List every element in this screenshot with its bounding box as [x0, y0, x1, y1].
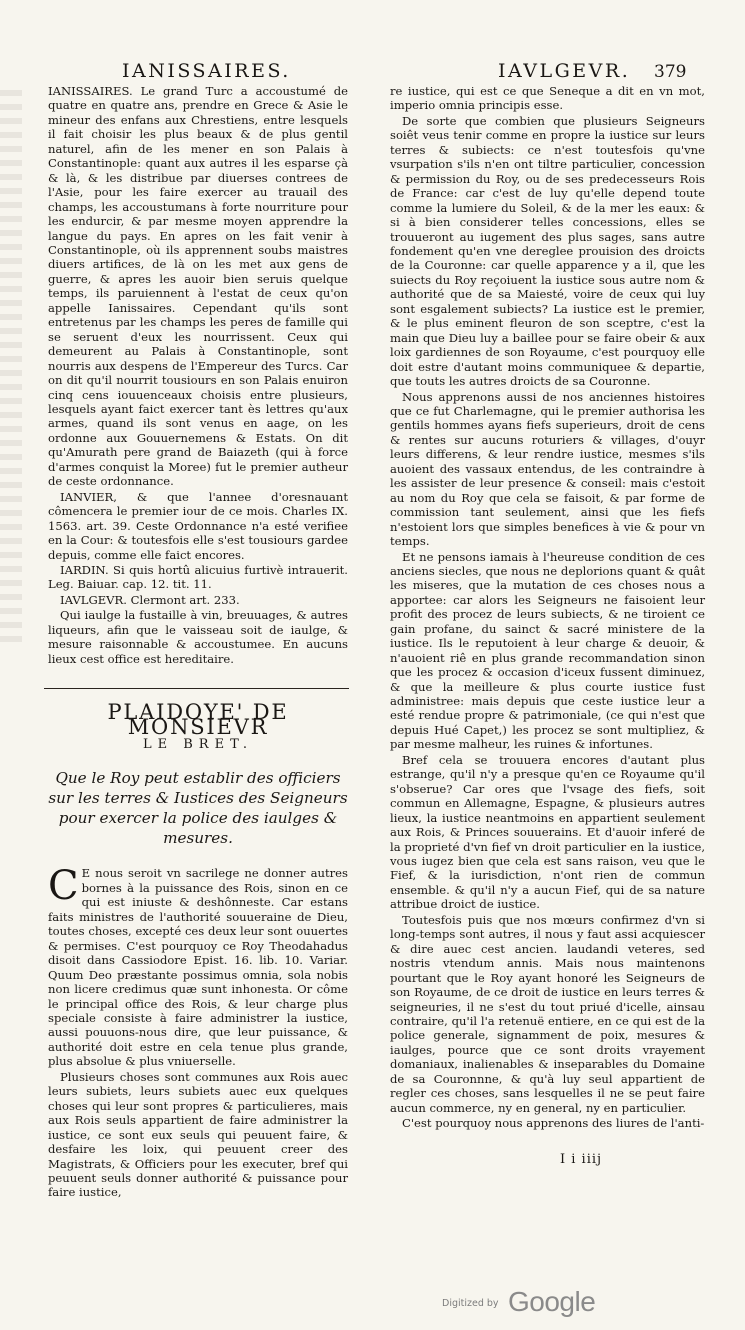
google-watermark	[442, 1286, 642, 1316]
watermark-prefix: Digitized by	[442, 1298, 499, 1309]
plaidoyer-paragraph-2: Plusieurs choses sont communes aux Rois auec leurs subiets, leurs subiets auec eux quelques choses qui leur sont propres & particulieres, mais aux Rois seuls appartient de faire administrer la iustice, ce sont eux seuls qui peuuent faire, & desfaire les loix, qui peuuent creer des Magistrats, & Officiers pour les executer, bref qui peuuent seuls donner authorité & puissance pour faire iustice,	[48, 1069, 348, 1200]
signature-mark: I i iiij	[560, 1152, 603, 1167]
right-paragraph-1: re iustice, qui est ce que Seneque a dit en vn mot, imperio omnia principis esse.	[390, 84, 705, 113]
plaidoyer-paragraph-1-text: E nous seroit vn sacrilege ne donner autres bornes à la puissance des Rois, sinon en ce qui est iniuste & deshônneste. Car estans faits ministres de l'authorité souueraine de Dieu, toutes choses, excepté ces deux leur sont ouuertes & permises. C'est pourquoy ce Roy Theodahadus disoit dans Cassiodore Epist. 16. lib. 10. Variar. Quum Deo præstante possimus omnia, sola nobis non licere credimus quæ sunt inhonesta. Or côme le principal office des Rois, & leur charge plus speciale consiste à faire administrer la iustice, aussi pouuons-nous dire, que leur puissance, & authorité doit estre en cela tenue plus grande, plus absolue & plus vniuerselle.	[48, 866, 348, 1069]
right-paragraph-7: C'est pourquoy nous apprenons des liures de l'anti-	[402, 1116, 705, 1131]
right-paragraph-5: Bref cela se trouuera encores d'autant plus estrange, qu'il n'y a presque qu'en ce Royaume qu'il s'obserue? Car ores que l'vsage des fiefs, soit commun en Allemagne, Espagne, & plusieurs autres lieux, la iustice neantmoins en appartient seulement aux Rois, & Princes souuerains. Et d'auoir inferé de la proprieté d'vn fief vn droit particulier en la iustice, vous iugez bien que cela est sans raison, veu que le Fief, & la iurisdiction, n'ont rien de commun ensemble. & qu'il n'y a aucun Fief, qui de sa nature attribue droict de iustice.	[390, 752, 705, 912]
entry-iavlgevr-definition: Qui iaulge la fustaille à vin, breuuages, & autres liqueurs, afin que le vaisseau soit de iaulge, & mesure raisonnable & accoustumee. En aucuns lieux cest office est hereditaire.	[48, 608, 348, 666]
right-paragraph-2: De sorte que combien que plusieurs Seigneurs soiêt veus tenir comme en propre la iustice sur leurs terres & subiects: ce n'est toutesfois qu'vne vsurpation s'ils n'en ont tiltre particulier, concession & permission du Roy, ou de ses predecesseurs Rois de France: car c'est de luy qu'elle depend toute comme la lumiere du Soleil, & de la mer les eaux: & si à bien considerer telles concessions, elles se trouueront au iugement des plus sages, sans autre fondement qu'en vne dereglee prouision des droicts de la Couronne: car quelle apparence y a il, que les suiects du Roy reçoiuent la iustice sous autre nom & authorité que de sa Maiesté, voire de ceux qui luy sont esgalement subiects? La iustice est le premier, & le plus eminent fleuron de son sceptre, c'est la main que Dieu luy a baillee pour se faire obeir & aux loix gardiennes de son Royaume, c'est pourquoy elle doit estre d'autant moins communiquee & departie, que touts les autres droicts de sa Couronne.	[390, 113, 705, 389]
header-left-title: IANISSAIRES.	[122, 60, 291, 82]
right-paragraph-3: Nous apprenons aussi de nos anciennes histoires que ce fut Charlemagne, qui le premier authorisa les gentils hommes ayans fiefs superieurs, droit de cens & rentes sur aucuns roturiers & villages, d'ouyr leurs differens, & leur rendre iustice, mesmes s'ils auoient des vassaux entendus, de les contraindre à les assister de leur presence & conseil: mais c'estoit au nom du Roy que cela se faisoit, & par forme de commission tant seulement, ainsi que les fiefs n'estoient lors que simples benefices à vie & pour vn temps.	[390, 389, 705, 549]
entry-iardin: IARDIN. Si quis hortû alicuius furtivè intrauerit. Leg. Baiuar. cap. 12. tit. 11.	[48, 562, 348, 592]
plaidoyer-title: PLAIDOYE' DE MONSIEVR	[107, 700, 289, 739]
page-number: 379	[654, 62, 687, 82]
right-paragraph-4: Et ne pensons iamais à l'heureuse condition de ces anciens siecles, que nous ne deplorions quant & quât les miseres, que la mutation de ces choses nous a apportee: car alors les Seigneurs ne faisoient leur profit des procez de leurs subiects, & ne tiroient ce gain profane, du sainct & sacré ministere de la iustice. Ils le reputoient à leur charge & deuoir, & n'auoient riê en plus grande recommandation sinon que les procez & occasion d'iceux fussent diminuez, & que la meilleure & plus courte iustice fust administree: mais depuis que ceste iustice leur a esté rendue propre & patrimoniale, (ce qui n'est que depuis Hué Capet,) les procez se sont multipliez, & par mesme malheur, les ruines & infortunes.	[390, 549, 705, 752]
margin-bleed-through	[0, 90, 22, 650]
entry-ianissaires: IANISSAIRES. Le grand Turc a accoustumé de quatre en quatre ans, prendre en Grece & Asie le mineur des enfans aux Chrestiens, entre lesquels il fait choisir les plus beaux & de plus gentil naturel, afin de les mener en son Palais à Constantinople: quant aux autres il les esparse çà & là, & les distribue par diuerses contrees de l'Asie, pour les faire exercer au trauail des champs, les accoustumans à forte nourriture pour les endurcir, & par mesme moyen apprendre la langue du pays. En apres on les fait venir à Constantinople, où ils apprennent soubs maistres diuers artifices, de là on les met aux gens de guerre, & apres les auoir bien seruis quelque temps, ils paruiennent à l'estat de ceux qu'on appelle Ianissaires. Cependant qu'ils sont entretenus par les champs les peres de famille qui se seruent d'eux les nourrissent. Ceux qui demeurent au Palais à Constantinople, sont nourris aux despens de l'Empereur des Turcs. Car on dit qu'il nourrit tousiours en son Palais enuiron cinq cens iouuenceaux choisis entre plusieurs, lesquels ayant faict exercer tant ès lettres qu'aux armes, quand ils sont venus en aage, on les ordonne aux Gouuernemens & Estats. On dit qu'Amurath pere grand de Baiazeth (qui à force d'armes conquist la Moree) fut le premier autheur de ceste ordonnance.	[48, 84, 348, 489]
section-divider	[44, 688, 349, 689]
right-paragraph-6: Toutesfois puis que nos mœurs confirmez d'vn si long-temps sont autres, il nous y faut assi acquiescer & dire auec cest ancien. laudandi veteres, sed nostris vtendum annis. Mais nous maintenons pourtant que le Roy ayant honoré les Seigneurs de son Royaume, de ce droit de iustice en leurs terres & seigneuries, il ne s'est du tout priué d'icelle, ainsau contraire, qu'il l'a retenuë entiere, en ce qui est de la police generale, signamment de poix, mesures & iaulges, pource que ce sont droits vrayement domaniaux, inalienables & inseparables du Domaine de sa Couronnne, & qu'à luy seul appartient de regler ces choses, sans lesquelles il ne se peut faire aucun commerce, ny en general, ny en particulier.	[390, 912, 705, 1115]
header-right-title: IAVLGEVR.	[498, 60, 631, 82]
right-column	[390, 84, 705, 1132]
plaidoyer-summary: Que le Roy peut establir des officiers sur les terres & Iustices des Seigneurs pour exercer la police des iaulges & mesures.	[48, 769, 348, 848]
entry-ianvier: IANVIER, & que l'annee d'oresnauant cômencera le premier iour de ce mois. Charles IX. 1563. art. 39. Ceste Ordonnance n'a esté verifiee en la Cour: & toutesfois elle s'est tousiours gardee depuis, comme elle faict encores.	[48, 489, 348, 562]
entry-iavlgevr: IAVLGEVR. Clermont art. 233.	[60, 592, 240, 607]
google-logo: Google	[508, 1286, 596, 1317]
drop-cap: C	[48, 863, 79, 910]
plaidoyer-author: LE BRET.	[143, 737, 253, 753]
plaidoyer-paragraph-1	[48, 863, 348, 1069]
left-column	[48, 84, 348, 1201]
